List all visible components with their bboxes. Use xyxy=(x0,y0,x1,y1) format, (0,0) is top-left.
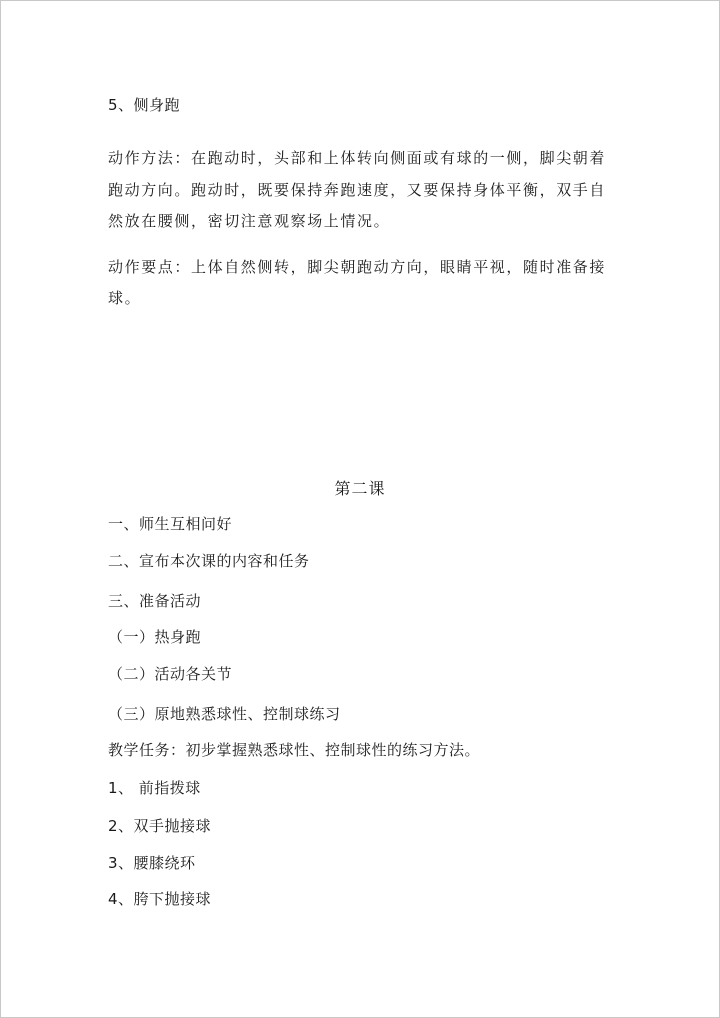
key-points-line-1: 动作要点：上体自然侧转，脚尖朝跑动方向，眼睛平视，随时准备接 xyxy=(108,258,607,276)
exercise-item: 3、腰膝绕环 xyxy=(108,854,196,872)
lesson-item: （二）活动各关节 xyxy=(108,665,233,683)
exercise-item: 4、胯下抛接球 xyxy=(108,890,212,908)
method-line-1: 动作方法：在跑动时，头部和上体转向侧面或有球的一侧，脚尖朝着 xyxy=(108,149,607,167)
section-heading: 5、侧身跑 xyxy=(108,96,181,114)
teaching-task: 教学任务：初步掌握熟悉球性、控制球性的练习方法。 xyxy=(108,741,481,759)
lesson-item: 三、准备活动 xyxy=(108,592,202,610)
lesson-item: 一、师生互相问好 xyxy=(108,515,233,533)
lesson-item: （三）原地熟悉球性、控制球练习 xyxy=(108,705,341,723)
lesson-item: 二、宣布本次课的内容和任务 xyxy=(108,552,310,570)
method-line-3: 然放在腰侧，密切注意观察场上情况。 xyxy=(108,212,391,230)
exercise-item: 2、双手抛接球 xyxy=(108,817,212,835)
method-line-2: 跑动方向。跑动时，既要保持奔跑速度，又要保持身体平衡，双手自 xyxy=(108,181,607,199)
key-points-line-2: 球。 xyxy=(108,289,142,307)
lesson-item: （一）热身跑 xyxy=(108,628,202,646)
exercise-item: 1、 前指拨球 xyxy=(108,779,201,797)
lesson-title: 第二课 xyxy=(334,479,386,498)
